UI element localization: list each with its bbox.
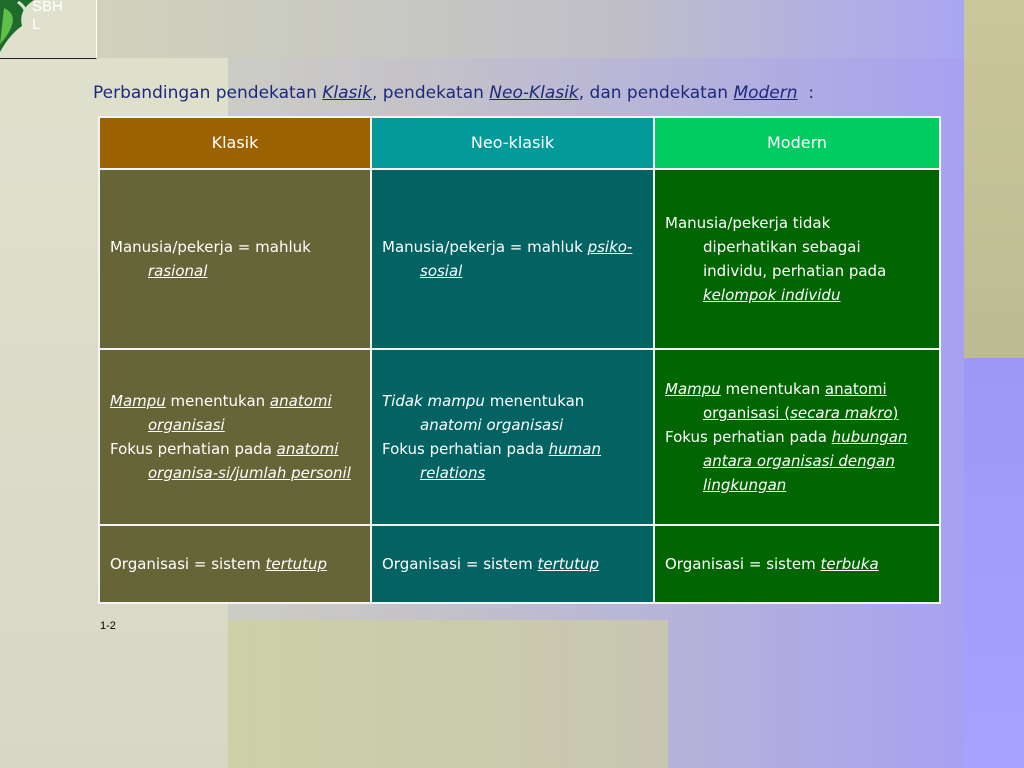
title-link-klasik[interactable]: Klasik (322, 83, 372, 103)
cell-modern-anatomi: Mampu menentukan anatomi organisasi (secara makro) Fokus perhatian pada hubungan antara organisasi dengan lingkungan (654, 349, 940, 525)
title-text: : (797, 83, 815, 103)
title-text: Perbandingan pendekatan (93, 83, 323, 103)
table-row (99, 169, 940, 349)
background-band-bottom (228, 620, 668, 768)
background-block-right (964, 0, 1024, 358)
logo (0, 0, 97, 59)
cell-klasik-manusia: Manusia/pekerja = mahluk rasional (99, 169, 371, 349)
table-header-row (99, 117, 940, 169)
cell-neo-manusia: Manusia/pekerja = mahluk psiko-sosial (371, 169, 654, 349)
cell-modern-manusia: Manusia/pekerja tidak diperhatikan sebagai individu, perhatian pada kelompok individu (654, 169, 940, 349)
cell-neo-anatomi: Tidak mampu menentukan anatomi organisasi Fokus perhatian pada human relations (371, 349, 654, 525)
header-neo-klasik: Neo-klasik (371, 117, 654, 169)
cell-neo-sistem: Organisasi = sistem tertutup (371, 525, 654, 603)
header-modern: Modern (654, 117, 940, 169)
table-row (99, 349, 940, 525)
cell-klasik-sistem: Organisasi = sistem tertutup (99, 525, 371, 603)
background-block-right-lower (964, 358, 1024, 768)
header-klasik: Klasik (99, 117, 371, 169)
title-link-modern[interactable]: Modern (733, 83, 798, 103)
cell-modern-sistem: Organisasi = sistem terbuka (654, 525, 940, 603)
title-text: , pendekatan (371, 83, 490, 103)
title-text: , dan pendekatan (578, 83, 734, 103)
background-strip-top (96, 0, 964, 58)
page-title (93, 83, 814, 103)
cell-klasik-anatomi: Mampu menentukan anatomi organisasi Fokus perhatian pada anatomi organisa-si/jumlah personil (99, 349, 371, 525)
title-link-neo-klasik[interactable]: Neo-Klasik (489, 83, 579, 103)
comparison-table (98, 116, 941, 604)
page-number: 1-2 (100, 620, 116, 632)
table-row (99, 525, 940, 603)
logo-text: SBH L (32, 0, 63, 33)
